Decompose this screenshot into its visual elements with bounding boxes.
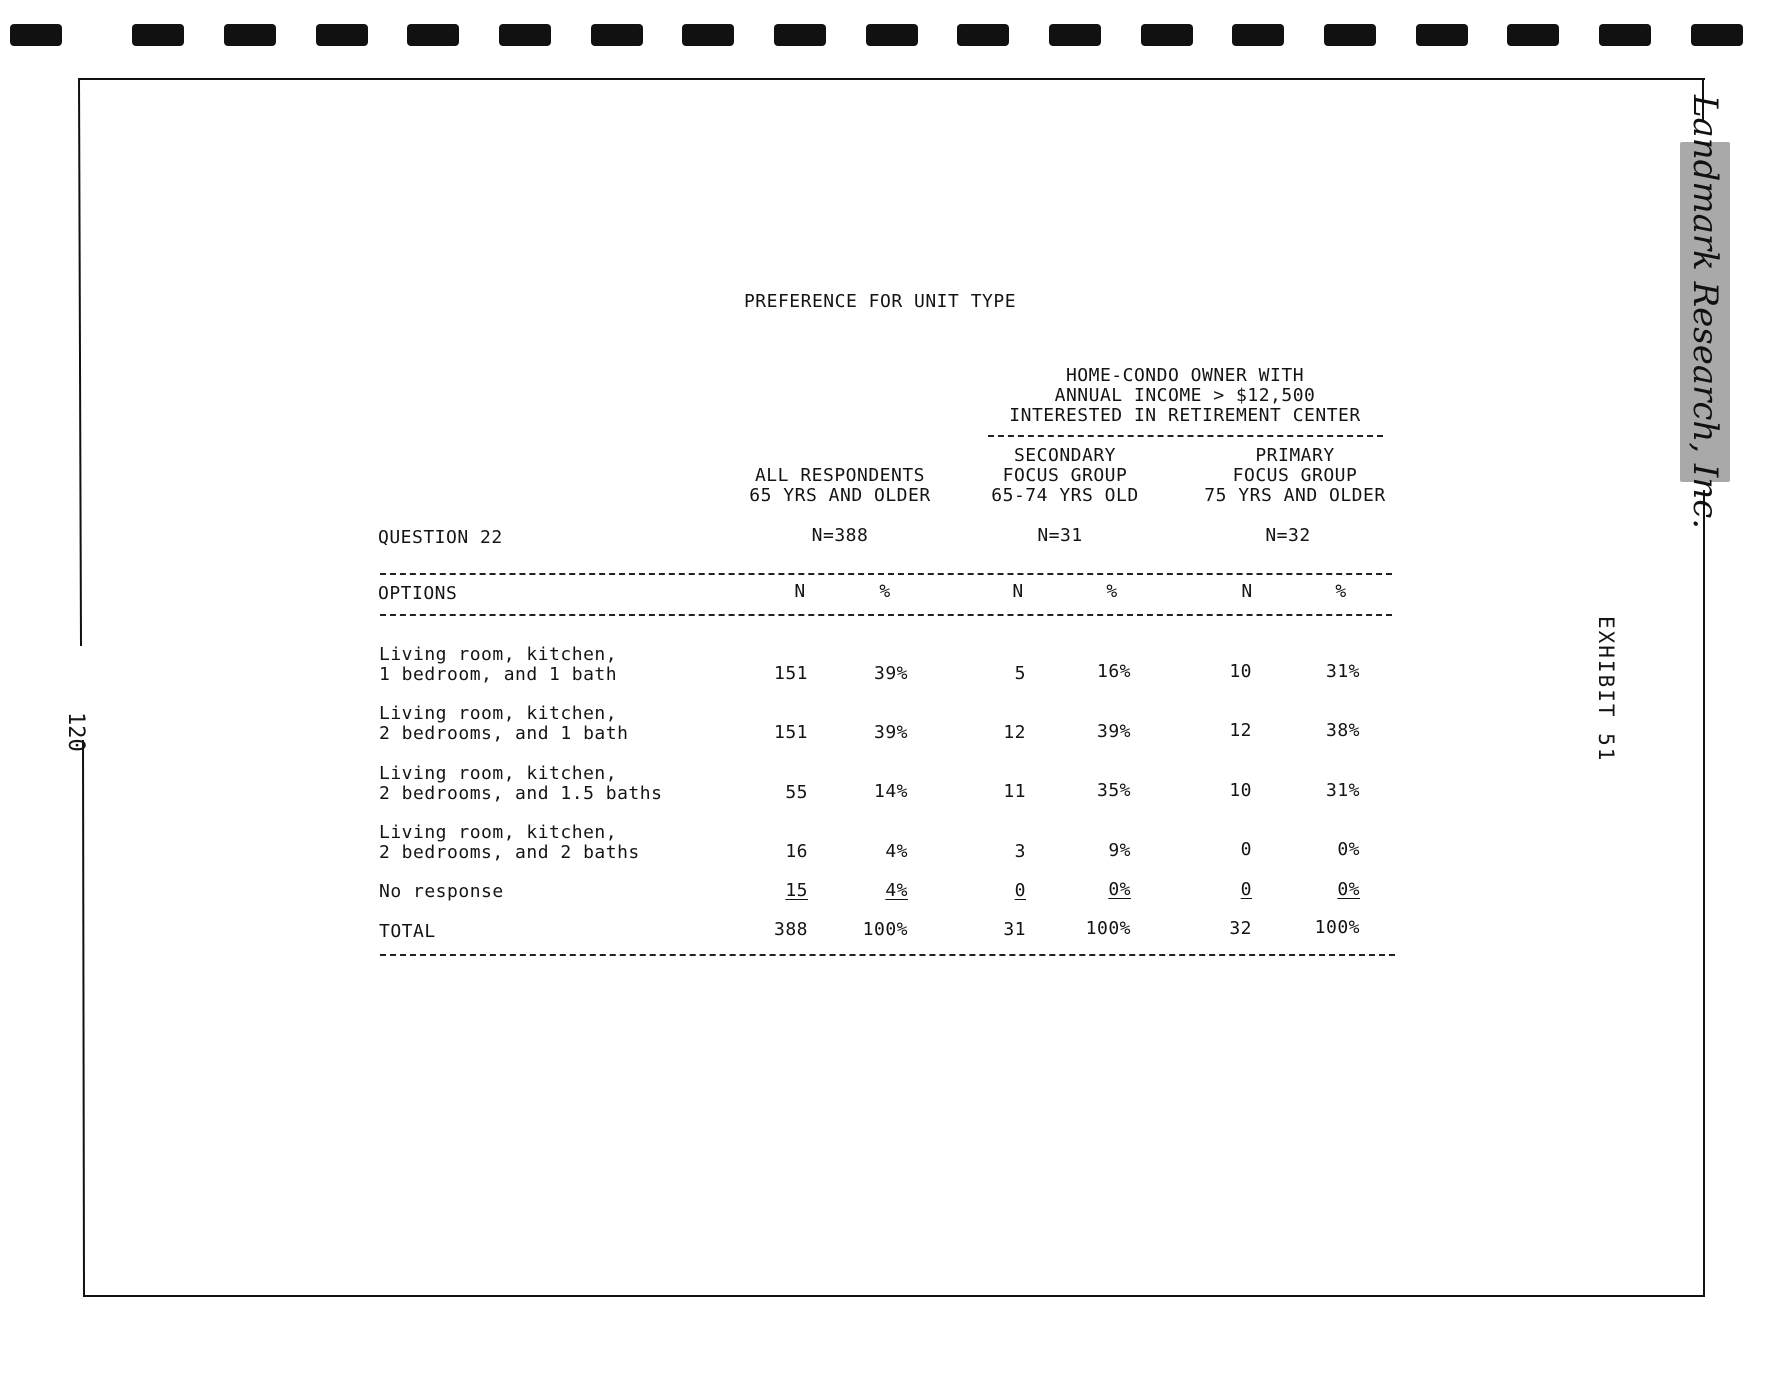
binder-hole [10, 24, 62, 46]
binder-holes [10, 24, 1777, 46]
cell-secondary-pct: 16% [1096, 661, 1131, 682]
cell-secondary-n: 3 [1014, 841, 1026, 862]
row-label: 1 bedroom, and 1 bath [379, 664, 618, 685]
row-label: 2 bedrooms, and 2 baths [379, 842, 640, 863]
row-label: TOTAL [379, 921, 436, 942]
company-logo [1680, 94, 1730, 530]
question-label: QUESTION 22 [378, 527, 503, 548]
table-title: PREFERENCE FOR UNIT TYPE [743, 291, 1017, 312]
cell-secondary-pct: 9% [1108, 840, 1131, 861]
cell-secondary-n: 11 [1003, 781, 1026, 802]
cell-primary-pct: 31% [1325, 661, 1360, 682]
column-header-primary: PRIMARY [1255, 445, 1335, 466]
binder-hole [316, 24, 368, 46]
binder-hole [1599, 24, 1651, 46]
cell-secondary-pct: 35% [1096, 780, 1131, 801]
column-header-secondary: 65-74 YRS OLD [991, 485, 1139, 506]
options-label: OPTIONS [378, 583, 458, 604]
cell-primary-n: 12 [1229, 720, 1252, 741]
group-header-line: ANNUAL INCOME > $12,500 [1054, 385, 1316, 406]
row-label: 2 bedrooms, and 1.5 baths [379, 783, 663, 804]
binder-hole [1232, 24, 1284, 46]
header-rule-bottom [380, 614, 1392, 616]
cell-primary-pct: 100% [1314, 917, 1360, 938]
binder-hole [1324, 24, 1376, 46]
binder-hole [1141, 24, 1193, 46]
cell-all-pct: 39% [873, 663, 908, 684]
page-number-text: 120 [63, 712, 88, 752]
subheader-pct: % [879, 581, 891, 602]
cell-all-pct: 14% [873, 781, 908, 802]
cell-primary-n: 0 [1240, 879, 1252, 900]
binder-hole [682, 24, 734, 46]
group-header-line: INTERESTED IN RETIREMENT CENTER [1009, 405, 1361, 426]
row-label: 2 bedrooms, and 1 bath [379, 723, 629, 744]
cell-primary-n: 0 [1240, 839, 1252, 860]
binder-hole [1416, 24, 1468, 46]
cell-all-n: 55 [785, 782, 808, 803]
cell-all-n: 151 [773, 663, 808, 684]
cell-all-pct: 4% [885, 880, 908, 901]
cell-primary-pct: 31% [1325, 780, 1360, 801]
cell-primary-pct: 0% [1337, 879, 1360, 900]
row-label: No response [379, 881, 504, 902]
subheader-n: N [1012, 581, 1024, 602]
row-label: Living room, kitchen, [379, 763, 618, 784]
cell-secondary-n: 5 [1014, 663, 1026, 684]
exhibit-label-text: EXHIBIT 51 [1594, 616, 1618, 763]
binder-hole [224, 24, 276, 46]
binder-hole [1691, 24, 1743, 46]
header-rule-top [380, 573, 1392, 575]
cell-all-pct: 39% [873, 722, 908, 743]
column-header-secondary: SECONDARY [1013, 445, 1117, 466]
column-header-all: ALL RESPONDENTS [754, 465, 926, 486]
cell-all-n: 151 [773, 722, 808, 743]
cell-all-pct: 4% [885, 841, 908, 862]
cell-primary-n: 32 [1229, 918, 1252, 939]
binder-hole [591, 24, 643, 46]
binder-hole [1049, 24, 1101, 46]
cell-secondary-n: 31 [1003, 919, 1026, 940]
binder-hole [957, 24, 1009, 46]
subheader-n: N [794, 581, 806, 602]
cell-primary-pct: 0% [1337, 839, 1360, 860]
cell-all-n: 16 [785, 841, 808, 862]
cell-all-n: 388 [773, 919, 808, 940]
row-label: Living room, kitchen, [379, 703, 618, 724]
table-bottom-rule [380, 954, 1395, 956]
subheader-pct: % [1335, 581, 1347, 602]
cell-secondary-pct: 100% [1085, 918, 1131, 939]
cell-secondary-n: 0 [1014, 880, 1026, 901]
binder-hole [1507, 24, 1559, 46]
subheader-pct: % [1106, 581, 1118, 602]
binder-hole [132, 24, 184, 46]
cell-all-pct: 100% [862, 919, 908, 940]
page-frame [78, 78, 1705, 1297]
column-header-primary: FOCUS GROUP [1232, 465, 1358, 486]
column-header-primary: 75 YRS AND OLDER [1204, 485, 1386, 506]
column-header-secondary: FOCUS GROUP [1002, 465, 1128, 486]
subheader-n: N [1241, 581, 1253, 602]
row-label: Living room, kitchen, [379, 822, 618, 843]
cell-secondary-pct: 39% [1096, 721, 1131, 742]
cell-primary-n: 10 [1229, 661, 1252, 682]
binder-hole [866, 24, 918, 46]
binder-hole [774, 24, 826, 46]
binder-hole [499, 24, 551, 46]
row-label: Living room, kitchen, [379, 644, 618, 665]
group-header-line: HOME-CONDO OWNER WITH [1065, 365, 1305, 386]
n-all: N=388 [811, 525, 869, 546]
group-header-rule [988, 435, 1383, 437]
cell-secondary-pct: 0% [1108, 879, 1131, 900]
column-header-all: 65 YRS AND OLDER [749, 485, 931, 506]
logo-text: Landmark Research, Inc. [1685, 94, 1725, 530]
cell-all-n: 15 [785, 880, 808, 901]
binder-hole [407, 24, 459, 46]
cell-secondary-n: 12 [1003, 722, 1026, 743]
n-primary: N=32 [1265, 525, 1311, 546]
n-secondary: N=31 [1037, 525, 1083, 546]
cell-primary-pct: 38% [1325, 720, 1360, 741]
cell-primary-n: 10 [1229, 780, 1252, 801]
